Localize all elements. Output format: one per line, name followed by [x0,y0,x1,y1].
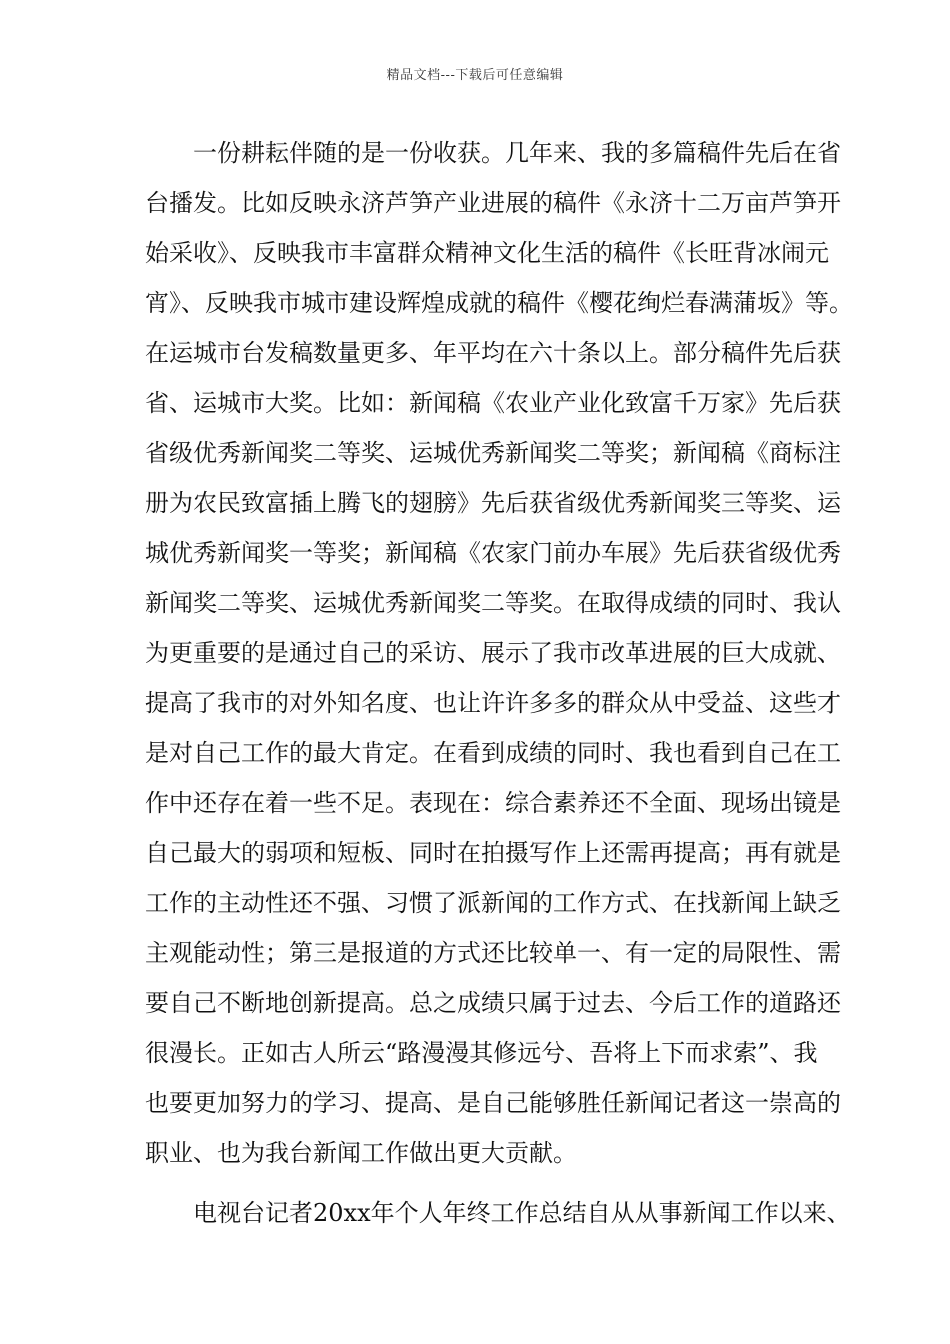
paragraph-1 [145,128,853,1178]
text-line: 宵》、反映我市城市建设辉煌成就的稿件《樱花绚烂春满蒲坂》等。 [145,289,853,317]
text-line: 台播发。比如反映永济芦笋产业进展的稿件《永济十二万亩芦笋开 [145,189,841,217]
text-line: 新闻奖二等奖、运城优秀新闻奖二等奖。在取得成绩的同时、我认 [145,589,841,617]
text-line: 册为农民致富插上腾飞的翅膀》先后获省级优秀新闻奖三等奖、运 [145,489,841,517]
text-line: 省、运城市大奖。比如：新闻稿《农业产业化致富千万家》先后获 [145,389,841,417]
text-line: 也要更加努力的学习、提高、是自己能够胜任新闻记者这一崇高的 [145,1089,841,1117]
text-line: 为更重要的是通过自己的采访、展示了我市改革进展的巨大成就、 [145,639,841,667]
text-line: 是对自己工作的最大肯定。在看到成绩的同时、我也看到自己在工 [145,739,841,767]
text-line: 城优秀新闻奖一等奖；新闻稿《农家门前办车展》先后获省级优秀 [145,539,841,567]
text-line: 在运城市台发稿数量更多、年平均在六十条以上。部分稿件先后获 [145,339,841,367]
document-body [145,128,853,1238]
text-line: 自己最大的弱项和短板、同时在拍摄写作上还需再提高；再有就是 [145,839,841,867]
text-line: 职业、也为我台新闻工作做出更大贡献。 [145,1139,577,1167]
text-line: 一份耕耘伴随的是一份收获。几年来、我的多篇稿件先后在省 [193,139,841,167]
text-line: 始采收》、反映我市丰富群众精神文化生活的稿件《长旺背冰闹元 [145,239,829,267]
paragraph-2 [145,1188,851,1238]
text-line: 提高了我市的对外知名度、也让许许多多的群众从中受益、这些才 [145,689,841,717]
text-line: 省级优秀新闻奖二等奖、运城优秀新闻奖二等奖；新闻稿《商标注 [145,439,841,467]
text-line: 很漫长。正如古人所云“路漫漫其修远兮、吾将上下而求索”、我 [145,1039,818,1067]
text-line: 主观能动性；第三是报道的方式还比较单一、有一定的局限性、需 [145,939,841,967]
text-line: 工作的主动性还不强、习惯了派新闻的工作方式、在找新闻上缺乏 [145,889,841,917]
text-line: 作中还存在着一些不足。表现在：综合素养还不全面、现场出镜是 [145,789,841,817]
page-header: 精品文档---下载后可任意编辑 [386,68,564,83]
paragraph-gap [145,1178,810,1188]
text-line: 要自己不断地创新提高。总之成绩只属于过去、今后工作的道路还 [145,989,841,1017]
text-line: 电视台记者20xx年个人年终工作总结自从从事新闻工作以来、 [193,1199,851,1227]
